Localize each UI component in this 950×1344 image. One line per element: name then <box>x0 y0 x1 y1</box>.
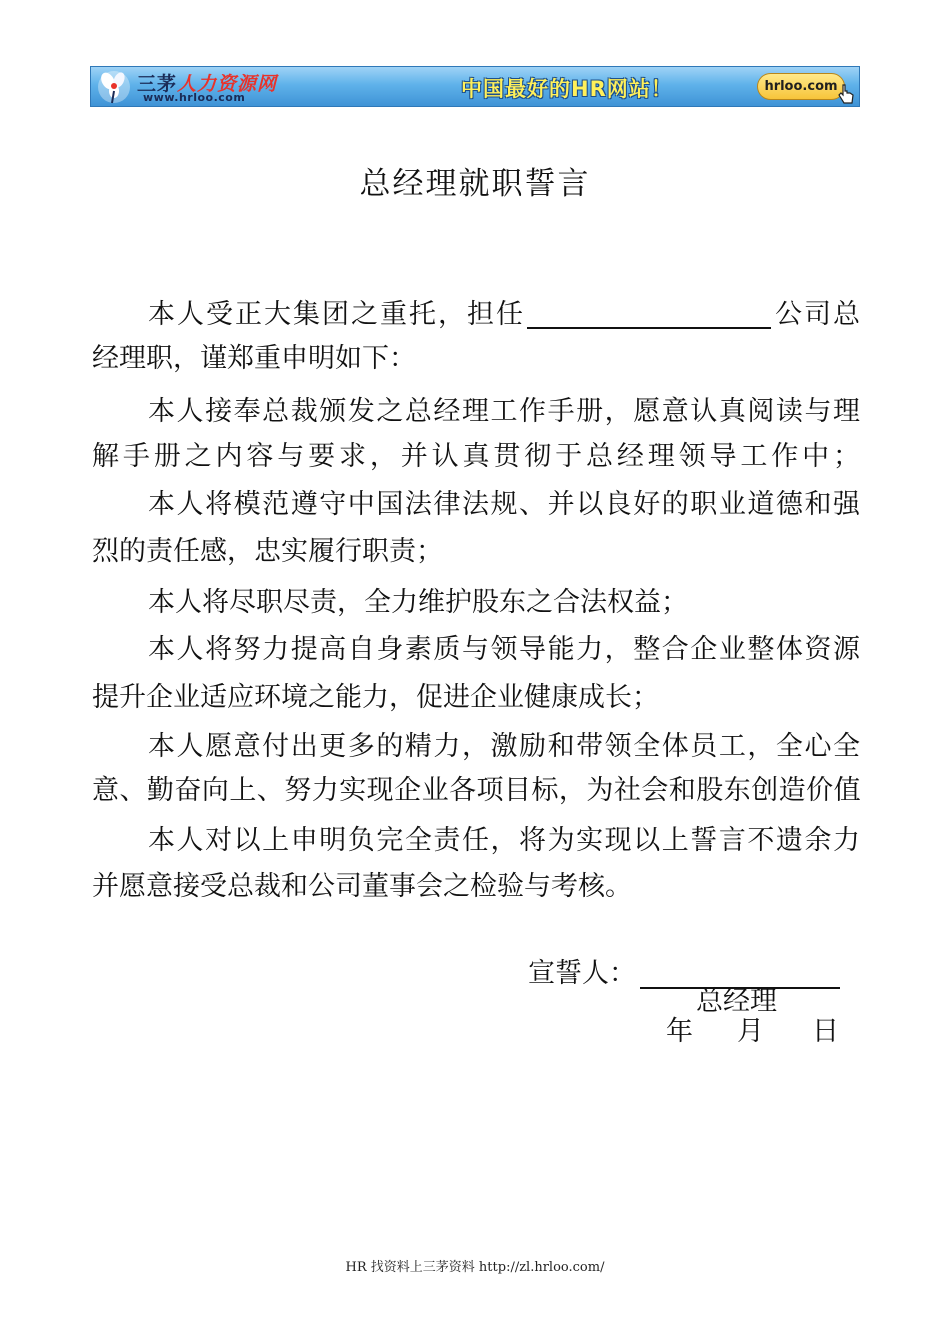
paragraph-4-line-1: 本人将努力提高自身素质与领导能力，整合企业整体资源 <box>148 634 860 665</box>
date-day: 日 <box>812 1016 839 1047</box>
paragraph-6-line-1: 本人对以上申明负完全责任，将为实现以上誓言不遗余力 <box>148 825 860 856</box>
date-year: 年 <box>666 1016 693 1047</box>
header-banner[interactable] <box>90 66 860 107</box>
brand-url: www.hrloo.com <box>143 91 246 104</box>
banner-slogan: 中国最好的HR网站！ <box>461 77 673 101</box>
intro-line-2: 经理职，谨郑重申明如下： <box>92 343 416 374</box>
document-title: 总经理就职誓言 <box>359 166 591 202</box>
flower-logo-icon <box>95 69 133 105</box>
intro-line-1-post: 公司总 <box>773 299 860 330</box>
paragraph-3-line-1: 本人将尽职尽责，全力维护股东之合法权益； <box>148 587 688 618</box>
signatory-title: 总经理 <box>696 986 777 1017</box>
paragraph-1-line-2: 解手册之内容与要求，并认真贯彻于总经理领导工作中； <box>92 441 860 472</box>
hand-cursor-icon <box>837 83 855 105</box>
company-name-blank[interactable] <box>527 299 771 329</box>
intro-line-1 <box>148 297 860 333</box>
paragraph-5-line-2: 意、勤奋向上、努力实现企业各项目标，为社会和股东创造价值 <box>92 775 860 806</box>
page-footer: HR 找资料上三茅资料 http://zl.hrloo.com/ <box>345 1260 605 1275</box>
paragraph-1-line-1: 本人接奉总裁颁发之总经理工作手册，愿意认真阅读与理 <box>148 396 860 427</box>
paragraph-2-line-1: 本人将模范遵守中国法律法规、并以良好的职业道德和强 <box>148 489 860 520</box>
paragraph-4-line-2: 提升企业适应环境之能力，促进企业健康成长； <box>92 682 659 713</box>
brand-name-part-b: 人力资源网 <box>177 73 278 95</box>
brand-name-part-a: 三茅 <box>137 73 178 95</box>
paragraph-5-line-1: 本人愿意付出更多的精力，激励和带领全体员工，全心全 <box>148 731 860 762</box>
signatory-label: 宣誓人： <box>528 958 636 989</box>
paragraph-6-line-2: 并愿意接受总裁和公司董事会之检验与考核。 <box>92 871 632 902</box>
date-month: 月 <box>737 1016 764 1047</box>
paragraph-2-line-2: 烈的责任感，忠实履行职责； <box>92 536 443 567</box>
intro-line-1-pre: 本人受正大集团之重托，担任 <box>148 299 525 330</box>
site-link-button[interactable]: hrloo.com <box>757 73 845 100</box>
